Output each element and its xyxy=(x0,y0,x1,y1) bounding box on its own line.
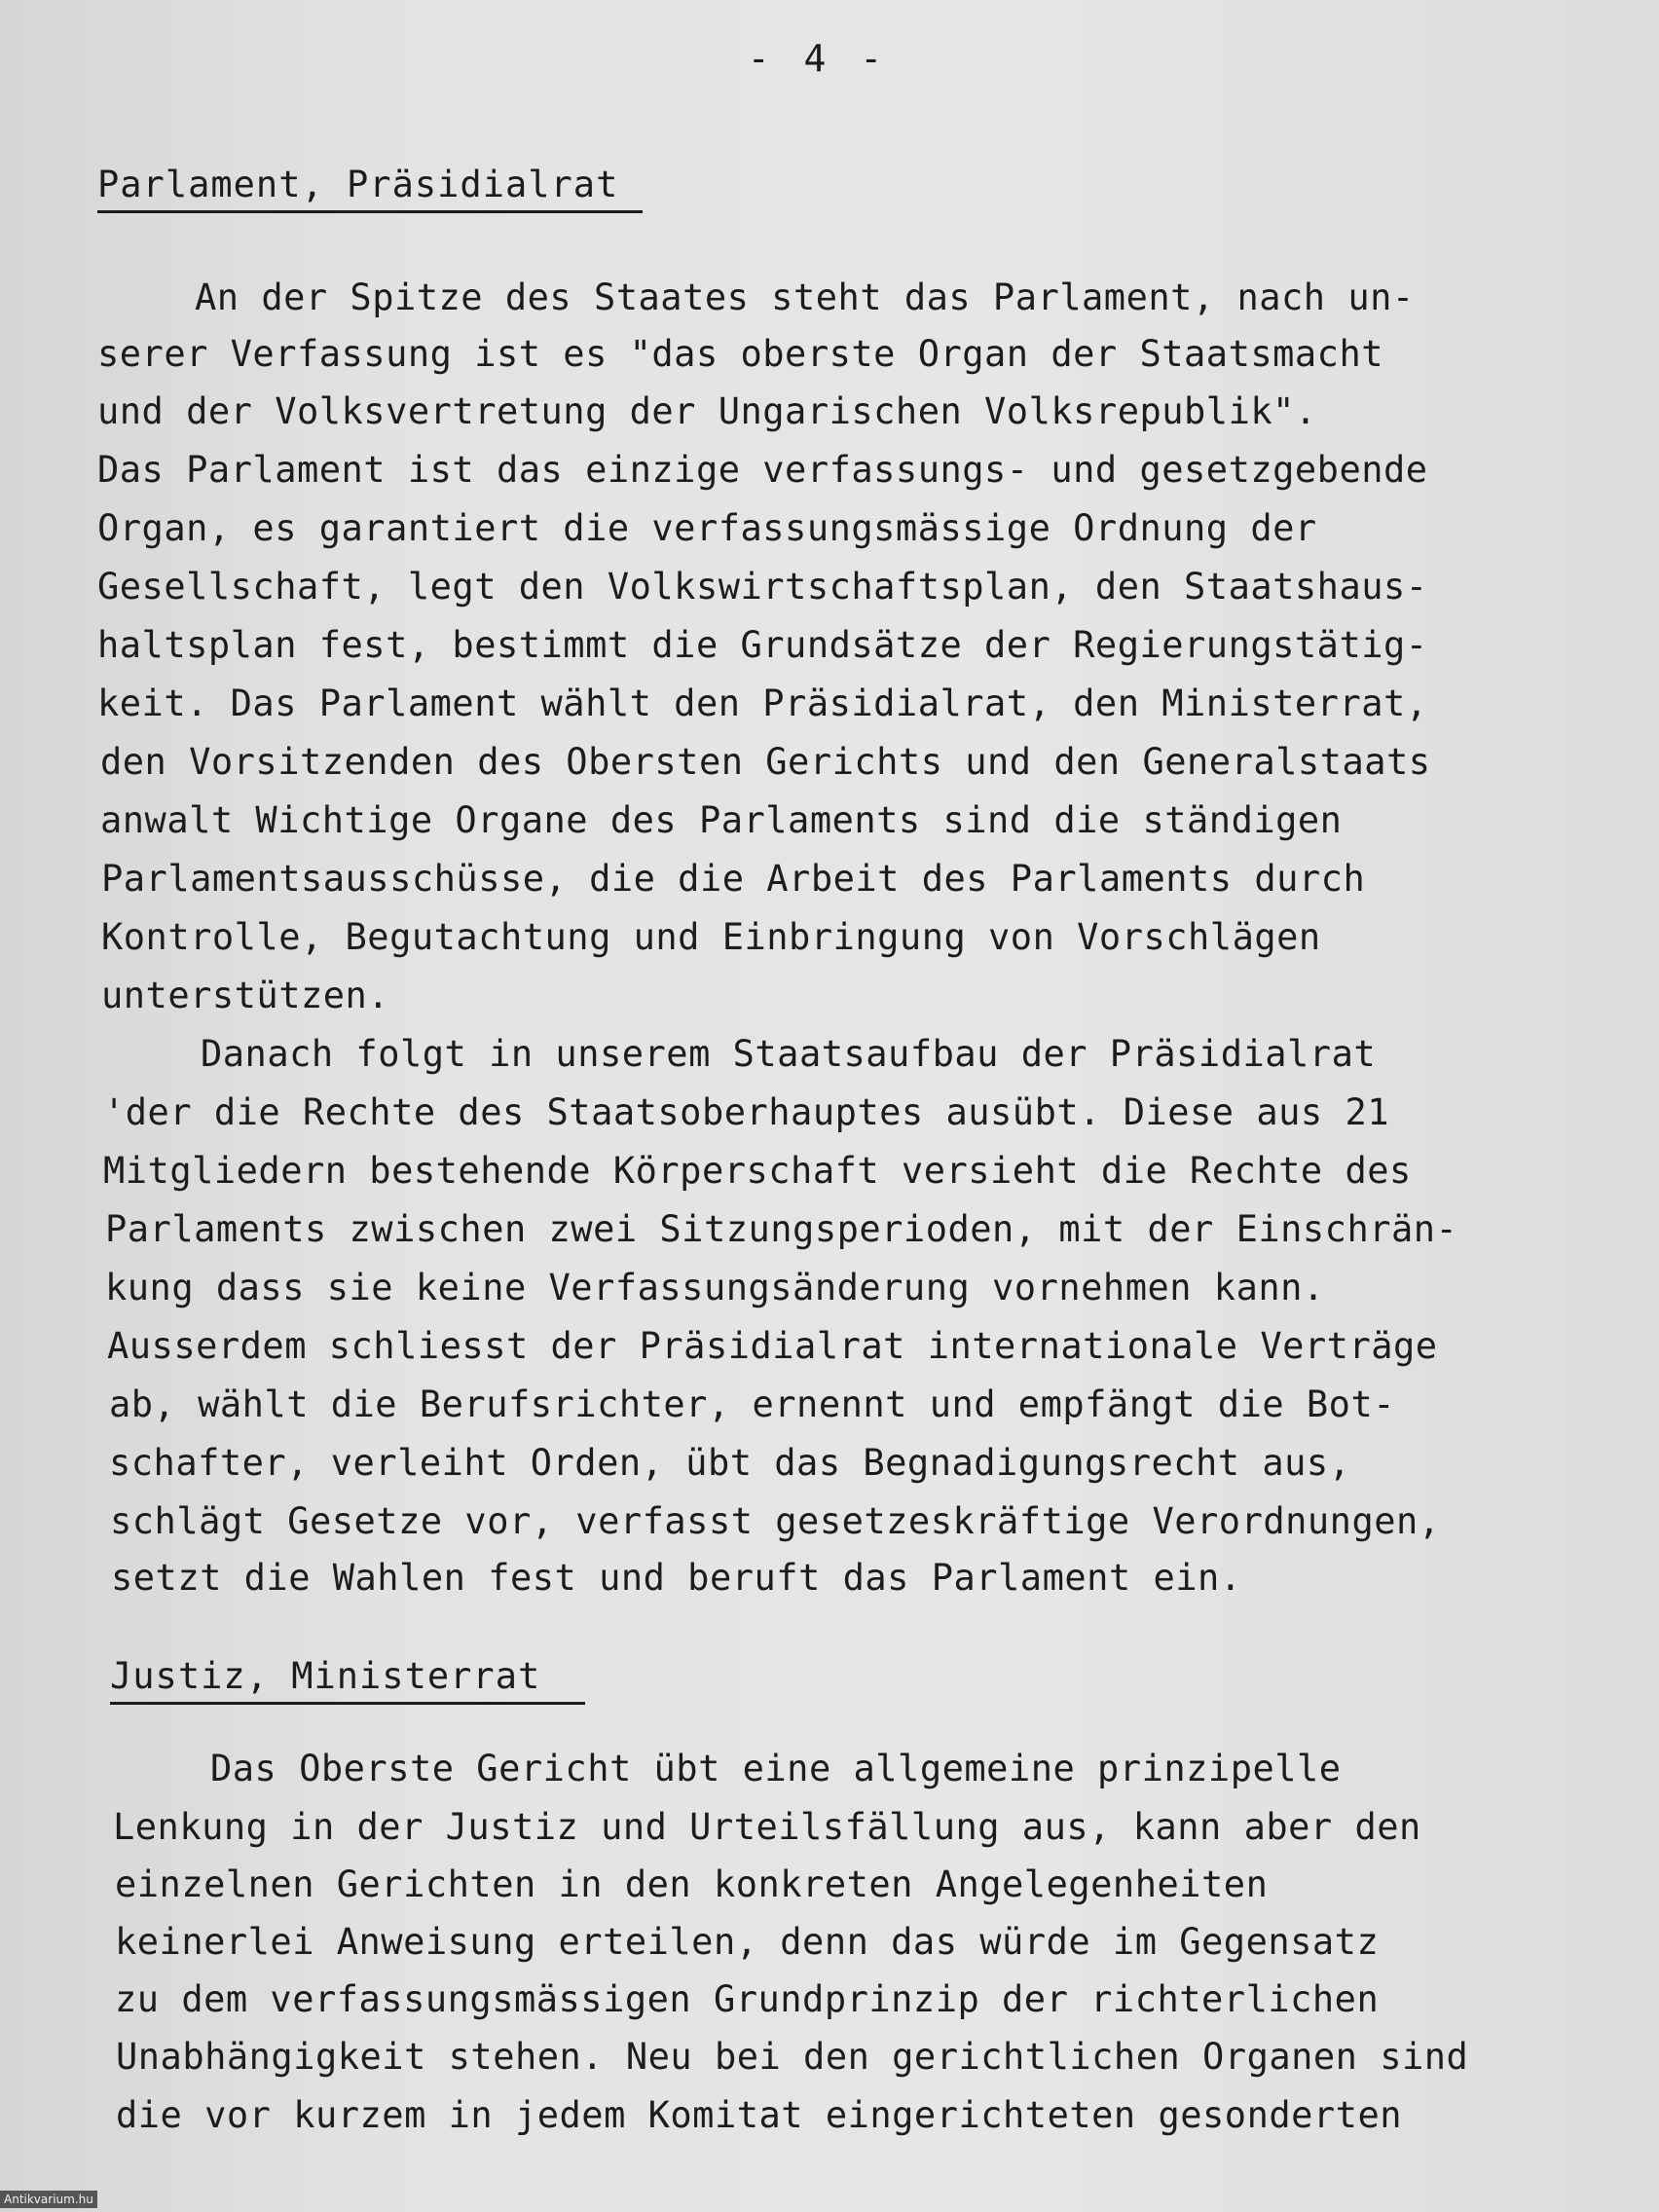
text-line: Mitgliedern bestehende Körperschaft versieht die Rechte des xyxy=(103,1150,1412,1192)
watermark-label: Antikvarium.hu xyxy=(0,2191,97,2208)
text-line: die vor kurzem in jedem Komitat eingerichteten gesonderten xyxy=(116,2094,1403,2136)
heading-underline xyxy=(97,210,643,213)
section-heading-parlament xyxy=(97,164,618,205)
text-line: Ausserdem schliesst der Präsidialrat internationale Verträge xyxy=(107,1325,1438,1367)
page-number: - 4 - xyxy=(747,37,889,80)
section-heading-justiz xyxy=(110,1655,540,1697)
text-line: schlägt Gesetze vor, verfasst gesetzeskräftige Verordnungen, xyxy=(110,1500,1441,1542)
section-heading-text: Justiz, Ministerrat xyxy=(110,1655,541,1697)
text-line: Kontrolle, Begutachtung und Einbringung von Vorschlägen xyxy=(101,916,1321,958)
text-line: unterstützen. xyxy=(101,975,390,1016)
text-line: setzt die Wahlen fest und beruft das Parlament ein. xyxy=(111,1557,1242,1599)
text-line: den Vorsitzenden des Obersten Gerichts und den Generalstaats xyxy=(100,741,1431,783)
text-line: serer Verfassung ist es "das oberste Organ der Staatsmacht xyxy=(97,333,1384,375)
text-line: Danach folgt in unserem Staatsaufbau der Präsidialrat xyxy=(201,1033,1377,1075)
text-line: Parlaments zwischen zwei Sitzungsperioden, mit der Einschrän- xyxy=(105,1208,1458,1250)
text-line: schafter, verleiht Orden, übt das Begnadigungsrecht aus, xyxy=(109,1442,1351,1484)
text-line: einzelnen Gerichten in den konkreten Angelegenheiten xyxy=(115,1863,1269,1905)
text-line: zu dem verfassungsmässigen Grundprinzip der richterlichen xyxy=(115,1978,1380,2020)
text-line: kung dass sie keine Verfassungsänderung vornehmen kann. xyxy=(105,1267,1325,1309)
text-line: Organ, es garantiert die verfassungsmässige Ordnung der xyxy=(97,507,1317,549)
text-line: keinerlei Anweisung erteilen, denn das würde im Gegensatz xyxy=(115,1921,1380,1963)
text-line: keit. Das Parlament wählt den Präsidialrat, den Ministerrat, xyxy=(97,682,1428,724)
text-line: haltsplan fest, bestimmt die Grundsätze der Regierungstätig- xyxy=(97,624,1428,666)
text-line: Gesellschaft, legt den Volkswirtschaftsplan, den Staatshaus- xyxy=(97,566,1428,608)
heading-underline xyxy=(110,1702,585,1705)
text-line: ab, wählt die Berufsrichter, ernennt und empfängt die Bot- xyxy=(109,1383,1396,1425)
text-line: Parlamentsausschüsse, die die Arbeit des Parlaments durch xyxy=(101,858,1366,900)
text-line: Das Parlament ist das einzige verfassungs- und gesetzgebende xyxy=(97,449,1428,491)
text-line: An der Spitze des Staates steht das Parlament, nach un- xyxy=(195,276,1415,318)
text-line: 'der die Rechte des Staatsoberhauptes ausübt. Diese aus 21 xyxy=(103,1091,1390,1133)
section-heading-text: Parlament, Präsidialrat xyxy=(97,164,619,205)
text-line: Das Oberste Gericht übt eine allgemeine prinzipelle xyxy=(210,1748,1342,1789)
text-line: Unabhängigkeit stehen. Neu bei den gerichtlichen Organen sind xyxy=(116,2036,1469,2078)
text-line: und der Volksvertretung der Ungarischen Volksrepublik". xyxy=(97,390,1317,432)
text-line: anwalt Wichtige Organe des Parlaments sind die ständigen xyxy=(100,799,1343,841)
text-line: Lenkung in der Justiz und Urteilsfällung aus, kann aber den xyxy=(113,1806,1421,1848)
